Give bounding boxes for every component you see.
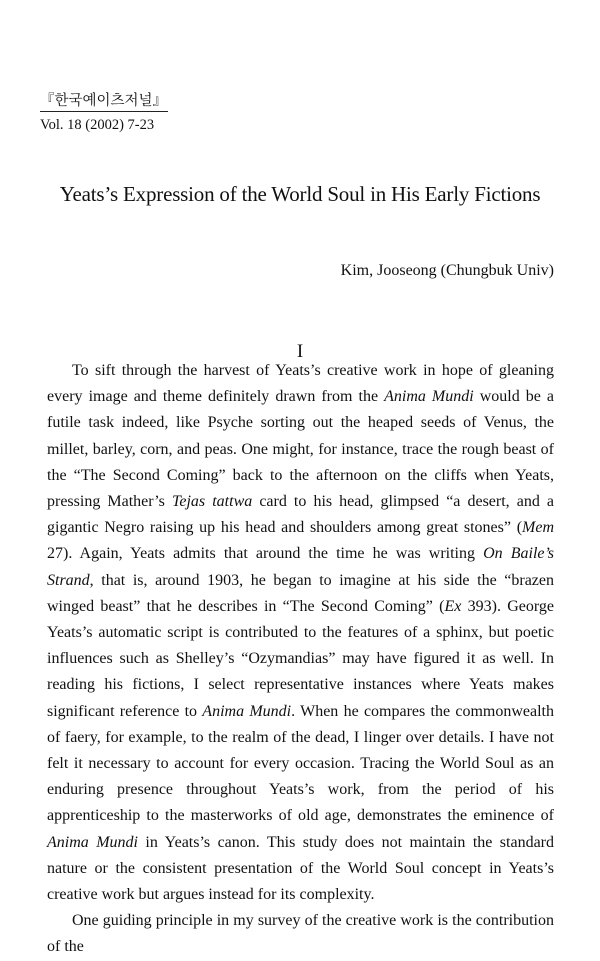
body-paragraph bbox=[47, 908, 554, 960]
italic-text: Tejas tattwa bbox=[171, 493, 253, 511]
article-title: Yeats’s Expression of the World Soul in His Early Fictions bbox=[59, 182, 541, 206]
text-run: 393). George Yeats’s automatic script is contributed to the features of a sphinx, but poetic influences such as Shelley’s “Ozymandias” may have figured it as well. In reading his fictions, I select representative instances where Yeats makes significant reference to bbox=[47, 597, 555, 720]
journal-name: 『한국예이츠저널』 bbox=[40, 93, 168, 112]
italic-text: Anima Mundi bbox=[47, 833, 138, 851]
italic-text: Anima Mundi bbox=[384, 388, 474, 406]
text-run: would be a futile task indeed, like Psyche sorting out the heaped seeds of Venus, the millet, barley, corn, and peas. One might, for instance, trace the rough beast of the “The Second Coming” back to the afternoon on the cliffs when Yeats, pressing Mather’s bbox=[47, 388, 555, 511]
italic-text: Ex bbox=[444, 597, 462, 615]
italic-text: On Baile’s Strand bbox=[47, 545, 554, 589]
text-run: 27). Again, Yeats admits that around the time he was writing bbox=[47, 545, 484, 563]
article-author: Kim, Jooseong (Chungbuk Univ) bbox=[340, 262, 554, 279]
section-heading: I bbox=[296, 341, 304, 362]
text-run: To sift through the harvest of Yeats’s creative work in hope of gleaning every image and theme definitely drawn from the bbox=[47, 362, 554, 406]
body-paragraph bbox=[47, 358, 554, 908]
text-run: , that is, around 1903, he began to imagine at his side the “brazen winged beast” that he describes in “The Second Coming” ( bbox=[47, 571, 554, 615]
italic-text: Anima Mundi bbox=[202, 702, 292, 720]
text-run: . When he compares the commonwealth of faery, for example, to the realm of the dead, I linger over details. I have not felt it necessary to account for every occasion. Tracing the World Soul as an enduring presence throughout Yeats’s work, from the period of his apprenticeship to the masterworks of old age, demonstrates the eminence of bbox=[47, 702, 554, 825]
journal-header bbox=[40, 93, 168, 134]
text-run: card to his head, glimpsed “a desert, and a gigantic Negro raising up his head and shoulders among great stones” ( bbox=[47, 493, 555, 537]
italic-text: Mem bbox=[522, 519, 554, 537]
text-run: in Yeats’s canon. This study does not maintain the standard nature or the consistent presentation of the World Soul concept in Yeats’s creative work but argues instead for its complexity. bbox=[47, 833, 555, 904]
volume-info: Vol. 18 (2002) 7-23 bbox=[40, 117, 155, 133]
text-run: One guiding principle in my survey of the creative work is the contribution of the bbox=[47, 912, 554, 956]
article-body bbox=[47, 358, 554, 961]
